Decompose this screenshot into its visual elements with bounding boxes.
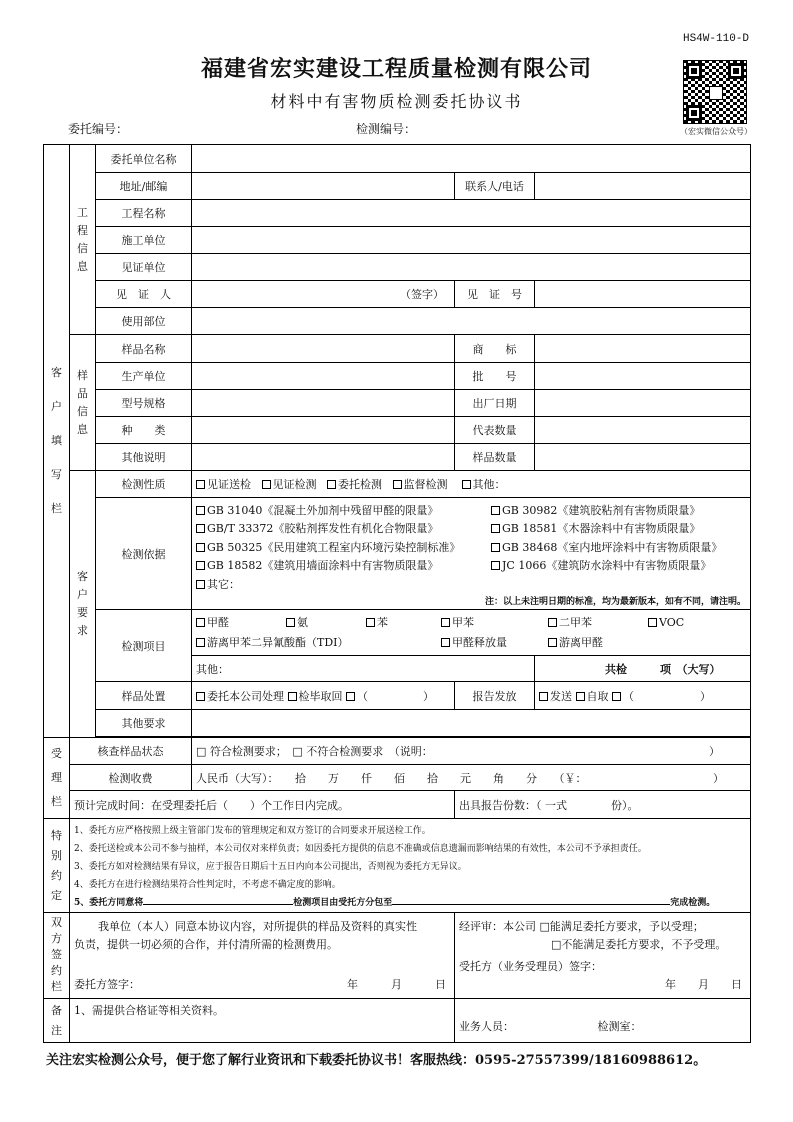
client-sign-area xyxy=(70,913,455,999)
disposal-label: 样品处置 xyxy=(96,682,192,710)
construction-label: 施工单位 xyxy=(96,227,192,254)
checkbox-icon xyxy=(548,638,557,647)
date-label: 出厂日期 xyxy=(455,390,535,417)
basis-opt[interactable]: GB 30982《建筑胶粘剂有害物质限量》 xyxy=(491,502,746,521)
section-accept: 受理栏 xyxy=(44,738,70,819)
doc-code: HS4W-110-D xyxy=(682,33,749,45)
checkbox-icon xyxy=(196,524,205,533)
basis-note: 注：以上未注明日期的标准，均为最新版本，如有不同，请注明。 xyxy=(484,597,746,608)
fee-field[interactable]: 人民币（大写）： 拾 万 仟 佰 拾 元 角 分 （￥： ） xyxy=(192,765,751,791)
items-other-field[interactable]: 其他： xyxy=(192,656,535,682)
producer-label: 生产单位 xyxy=(96,363,192,390)
trademark-label: 商 标 xyxy=(455,335,535,363)
fee-label: 检测收费 xyxy=(70,765,192,791)
client-sign-date[interactable]: 年 月 日 xyxy=(347,978,446,991)
section-project: 工程信息 xyxy=(70,145,96,335)
checkbox-icon xyxy=(196,580,205,589)
disposal-opt-3[interactable]: （ ） xyxy=(346,690,434,703)
term-item: 1、委托方应严格按照上级主管部门发布的管理规定和双方签订的合同要求开展送检工作。 xyxy=(74,826,431,836)
checkbox-icon xyxy=(366,618,375,627)
report-opt-3[interactable]: （ ） xyxy=(612,690,711,703)
item-opt[interactable]: 甲醛释放量 xyxy=(441,633,548,653)
checkbox-icon xyxy=(441,638,450,647)
client-name-field[interactable] xyxy=(192,145,751,173)
other-note-label: 其他说明 xyxy=(96,444,192,471)
report-opt-2[interactable]: 自取 xyxy=(576,690,609,703)
contact-field[interactable] xyxy=(535,173,751,200)
nature-label: 检测性质 xyxy=(96,471,192,498)
report-options xyxy=(535,682,751,710)
staff-label[interactable]: 业务人员： xyxy=(459,1020,514,1033)
nature-opt-4[interactable]: 监督检测 xyxy=(393,478,448,491)
address-label: 地址/邮编 xyxy=(96,173,192,200)
term-item-5: 5、委托方同意将 检测项目由受托方分包至 完成检测。 xyxy=(74,898,716,908)
item-opt[interactable]: VOC xyxy=(648,613,746,633)
review-accept[interactable]: 经评审：本公司 □能满足委托方要求，予以受理； xyxy=(459,920,704,933)
checkbox-icon xyxy=(441,618,450,627)
report-opt-1[interactable]: 发送 xyxy=(539,690,572,703)
use-part-label: 使用部位 xyxy=(96,308,192,335)
client-name-label: 委托单位名称 xyxy=(96,145,192,173)
batch-label: 批 号 xyxy=(455,363,535,390)
terms-content xyxy=(70,819,751,913)
nature-opt-3[interactable]: 委托检测 xyxy=(327,478,382,491)
basis-opt[interactable]: GB 38468《室内地坪涂料中有害物质限量》 xyxy=(491,539,746,558)
checkbox-icon xyxy=(539,692,548,701)
disposal-opt-1[interactable]: 委托本公司处理 xyxy=(196,690,284,703)
model-field[interactable] xyxy=(192,390,455,417)
witness-no-label: 见 证 号 xyxy=(455,281,535,308)
basis-opt[interactable]: GB 50325《民用建筑工程室内环境污染控制标准》 xyxy=(196,539,491,558)
item-opt[interactable]: 氨 xyxy=(286,613,366,633)
nature-opt-1[interactable]: 见证送检 xyxy=(196,478,251,491)
use-part-field[interactable] xyxy=(192,308,751,335)
footer-hotline: 关注宏实检测公众号，便于您了解行业资讯和下载委托协议书！客服热线：0595-27557399/18160988612。 xyxy=(46,1053,707,1068)
checkbox-icon xyxy=(491,524,500,533)
section-client: 客户填写栏 xyxy=(44,145,70,738)
project-name-field[interactable] xyxy=(192,200,751,227)
checkbox-icon xyxy=(262,480,271,489)
witness-label: 见 证 人 xyxy=(96,281,192,308)
agreement-form xyxy=(43,144,751,1043)
basis-opt[interactable]: GB 31040《混凝土外加剂中残留甲醛的限量》 xyxy=(196,502,491,521)
witness-no-field[interactable] xyxy=(535,281,751,308)
status-field[interactable]: □ 符合检测要求； □ 不符合检测要求 （说明： ） xyxy=(192,738,751,765)
producer-field[interactable] xyxy=(192,363,455,390)
other-req-label: 其他要求 xyxy=(96,710,192,737)
agent-sign-date[interactable]: 年 月 日 xyxy=(665,978,742,991)
kind-label: 种 类 xyxy=(96,417,192,444)
status-label: 核查样品状态 xyxy=(70,738,192,765)
remarks-staff xyxy=(455,999,751,1043)
basis-left xyxy=(196,502,491,595)
item-opt[interactable]: 游离甲苯二异氰酸酯（TDI） xyxy=(196,633,441,653)
checkbox-icon xyxy=(196,638,205,647)
trademark-field[interactable] xyxy=(535,335,751,363)
witness-unit-label: 见证单位 xyxy=(96,254,192,281)
report-label: 报告发放 xyxy=(455,682,535,710)
company-title: 福建省宏实建设工程质量检测有限公司 xyxy=(200,56,592,82)
checkbox-icon xyxy=(491,543,500,552)
other-req-field[interactable] xyxy=(192,710,751,737)
basis-opt[interactable]: GB 18582《建筑用墙面涂料中有害物质限量》 xyxy=(196,557,491,576)
checkbox-icon xyxy=(612,692,621,701)
represent-label: 代表数量 xyxy=(455,417,535,444)
review-reject[interactable]: □不能满足委托方要求，不予受理。 xyxy=(551,938,727,951)
document-title: 材料中有害物质检测委托协议书 xyxy=(270,92,523,111)
checkbox-icon xyxy=(491,561,500,570)
item-opt[interactable]: 甲醛 xyxy=(196,613,286,633)
witness-sign-field[interactable] xyxy=(192,281,455,308)
section-remarks: 备注 xyxy=(44,999,70,1043)
section-terms: 特别约定 xyxy=(44,819,70,913)
sample-name-label: 样品名称 xyxy=(96,335,192,363)
nature-opt-5[interactable]: 其他： xyxy=(462,478,506,491)
term-item: 3、委托方如对检测结果有异议，应于报告日期后十五日内向本公司提出，否则视为委托方无异议。 xyxy=(74,862,467,872)
term-item: 2、委托送检或本公司不参与抽样，本公司仅对来样负责；如因委托方提供的信息不准确或信息遗漏而影响结果的有效性，本公司不予承担责任。 xyxy=(74,844,647,854)
basis-label: 检测依据 xyxy=(96,498,192,610)
qty-label: 样品数量 xyxy=(455,444,535,471)
items-options xyxy=(192,610,751,656)
section-sample: 样品信息 xyxy=(70,335,96,471)
sample-name-field[interactable] xyxy=(192,335,455,363)
checkbox-icon xyxy=(491,506,500,515)
test-no-label: 检测编号： xyxy=(356,122,417,136)
term-item: 4、委托方在进行检测结果符合性判定时，不考虑不确定度的影响。 xyxy=(74,880,341,890)
checkbox-icon xyxy=(393,480,402,489)
lab-label[interactable]: 检测室： xyxy=(597,1020,642,1033)
construction-field[interactable] xyxy=(192,227,751,254)
section-req: 客户要求 xyxy=(70,471,96,738)
represent-field[interactable] xyxy=(535,417,751,444)
item-opt[interactable]: 二甲苯 xyxy=(548,613,648,633)
item-opt[interactable]: 苯 xyxy=(366,613,441,633)
checkbox-icon xyxy=(196,618,205,627)
agent-sign-label[interactable]: 受托方（业务受理员）签字： xyxy=(459,960,602,973)
qr-code-icon xyxy=(683,60,747,124)
checkbox-icon xyxy=(548,618,557,627)
checkbox-icon xyxy=(346,692,355,701)
date-field[interactable] xyxy=(535,390,751,417)
batch-field[interactable] xyxy=(535,363,751,390)
report-copies[interactable]: 出具报告份数：（ 一式 份）。 xyxy=(455,791,751,819)
client-statement-1: 我单位（本人）同意本协议内容，对所提供的样品及资料的真实性 xyxy=(98,920,417,933)
items-label: 检测项目 xyxy=(96,610,192,682)
item-opt[interactable]: 游离甲醛 xyxy=(548,633,746,653)
checkbox-icon xyxy=(196,692,205,701)
disposal-options xyxy=(192,682,455,710)
checkbox-icon xyxy=(462,480,471,489)
nature-options xyxy=(192,471,751,498)
nature-opt-2[interactable]: 见证检测 xyxy=(262,478,317,491)
subcontractor-field[interactable] xyxy=(392,904,670,905)
qty-field[interactable] xyxy=(535,444,751,471)
remarks-content: 1、需提供合格证等相关资料。 xyxy=(70,999,455,1043)
section-sign: 双方签约栏 xyxy=(44,913,70,999)
checkbox-icon xyxy=(648,618,657,627)
checkbox-icon xyxy=(196,506,205,515)
finish-time[interactable]: 预计完成时间：在受理委托后（ ）个工作日内完成。 xyxy=(70,791,455,819)
client-sign-label[interactable]: 委托方签字： xyxy=(74,978,140,991)
model-label: 型号规格 xyxy=(96,390,192,417)
basis-right xyxy=(491,502,746,595)
checkbox-icon xyxy=(196,561,205,570)
basis-opt[interactable]: 其它： xyxy=(196,576,491,595)
basis-opt[interactable]: GB 18581《木器涂料中有害物质限量》 xyxy=(491,520,746,539)
items-total: 共检 项 （大写） xyxy=(535,656,751,682)
checkbox-icon xyxy=(196,480,205,489)
basis-options xyxy=(192,498,751,610)
checkbox-icon xyxy=(288,692,297,701)
checkbox-icon xyxy=(286,618,295,627)
basis-opt[interactable]: JC 1066《建筑防水涂料中有害物质限量》 xyxy=(491,557,746,576)
item-opt[interactable]: 甲苯 xyxy=(441,613,548,633)
basis-opt[interactable]: GB/T 33372《胶粘剂挥发性有机化合物限量》 xyxy=(196,520,491,539)
checkbox-icon xyxy=(576,692,585,701)
other-note-field[interactable] xyxy=(192,444,455,471)
sign-hint: （签字） xyxy=(400,288,444,301)
subcontract-items-field[interactable] xyxy=(143,904,293,905)
address-field[interactable] xyxy=(192,173,455,200)
commission-no-label: 委托编号： xyxy=(68,122,129,136)
contact-label: 联系人/电话 xyxy=(455,173,535,200)
qr-caption: （宏实微信公众号） xyxy=(680,127,752,136)
disposal-opt-2[interactable]: 检毕取回 xyxy=(288,690,343,703)
agent-sign-area xyxy=(455,913,751,999)
checkbox-icon xyxy=(196,543,205,552)
witness-unit-field[interactable] xyxy=(192,254,751,281)
checkbox-icon xyxy=(327,480,336,489)
kind-field[interactable] xyxy=(192,417,455,444)
project-name-label: 工程名称 xyxy=(96,200,192,227)
client-statement-2: 负责，提供一切必须的合作，并付清所需的检测费用。 xyxy=(74,938,338,951)
